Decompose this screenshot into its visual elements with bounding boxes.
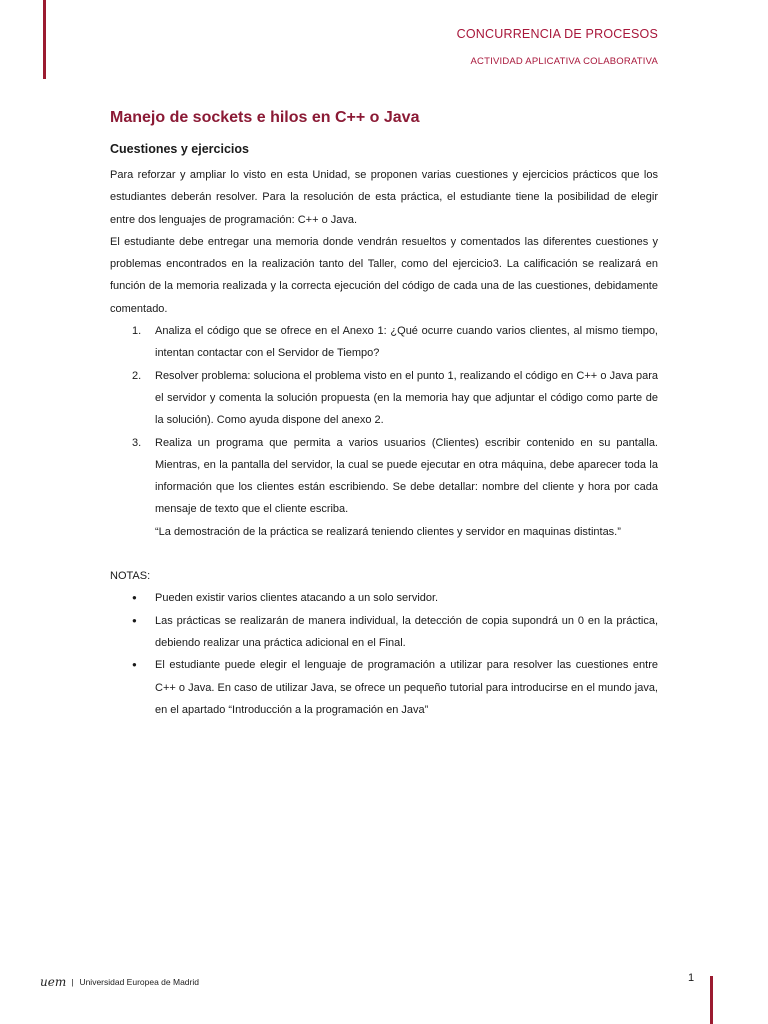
notes-label: NOTAS:: [110, 570, 151, 583]
bottom-accent-bar: [710, 976, 713, 1024]
university-logo: [40, 975, 199, 989]
header-subtitle: ACTIVIDAD APLICATIVA COLABORATIVA: [470, 56, 658, 67]
bullet-icon: ●: [132, 593, 137, 603]
note-item: [110, 654, 658, 721]
task-text: Resolver problema: soluciona el problema visto en el punto 1, realizando el código en C++ o Java para el servidor y comenta la solución propuesta (en la memoria hay que adjuntar el código como parte de la solución). Como ayuda dispone del anexo 2.: [155, 369, 658, 427]
logo-separator: |: [71, 977, 74, 987]
task-item: [110, 365, 658, 432]
section-title: Cuestiones y ejercicios: [110, 142, 249, 156]
note-item: [110, 587, 658, 609]
task-number: 3.: [132, 436, 142, 449]
note-text: El estudiante puede elegir el lenguaje de programación a utilizar para resolver las cuestiones entre C++ o Java. En caso de utilizar Java, se ofrece un pequeño tutorial para introducirse en el mundo java, en el apartado “Introducción a la programación en Java”: [155, 659, 658, 716]
task-quote: “La demostración de la práctica se realizará teniendo clientes y servidor en maquinas distintas.”: [155, 525, 621, 538]
notes-list: [110, 587, 658, 721]
note-text: Pueden existir varios clientes atacando a un solo servidor.: [155, 592, 439, 605]
task-item: [110, 432, 658, 543]
document-body: [110, 106, 658, 721]
task-list: [110, 320, 658, 543]
note-item: [110, 610, 658, 655]
top-accent-bar: [43, 0, 46, 79]
page-number: 1: [688, 972, 695, 984]
task-text: Analiza el código que se ofrece en el Anexo 1: ¿Qué ocurre cuando varios clientes, al mismo tiempo, intentan contactar con el Servidor de Tiempo?: [155, 325, 658, 360]
document-title: Manejo de sockets e hilos en C++ o Java: [110, 109, 420, 126]
task-item: [110, 320, 658, 365]
delivery-paragraph: El estudiante debe entregar una memoria donde vendrán resueltos y comentados las diferentes cuestiones y problemas encontrados en la realización tanto del Taller, como del ejercicio3. La calificación se realizará en función de la memoria realizada y la correcta ejecución del código de cada una de las cuestiones, debidamente comentado.: [110, 235, 658, 315]
header-title: CONCURRENCIA DE PROCESOS: [456, 27, 658, 41]
bullet-icon: ●: [132, 615, 137, 625]
task-number: 2.: [132, 369, 142, 382]
task-number: 1.: [132, 325, 142, 338]
university-name: Universidad Europea de Madrid: [79, 977, 199, 987]
intro-paragraph: Para reforzar y ampliar lo visto en esta Unidad, se proponen varias cuestiones y ejercicios prácticos que los estudiantes deberán resolver. Para la resolución de esta práctica, el estudiante tiene la posibilidad de elegir entre dos lenguajes de programación: C++ o Java.: [110, 169, 658, 226]
task-text: Realiza un programa que permita a varios usuarios (Clientes) escribir contenido en su pantalla. Mientras, en la pantalla del servidor, la cual se puede ejecutar en otra máquina, debe aparecer toda la información que los clientes están escribiendo. Se debe detallar: nombre del cliente y hora por cada mensaje de texto que el cliente escriba.: [155, 436, 658, 516]
uem-logo-icon: uem: [40, 975, 67, 989]
bullet-icon: ●: [132, 660, 137, 670]
note-text: Las prácticas se realizarán de manera individual, la detección de copia supondrá un 0 en la práctica, debiendo realizar una práctica adicional en el Final.: [155, 614, 658, 649]
